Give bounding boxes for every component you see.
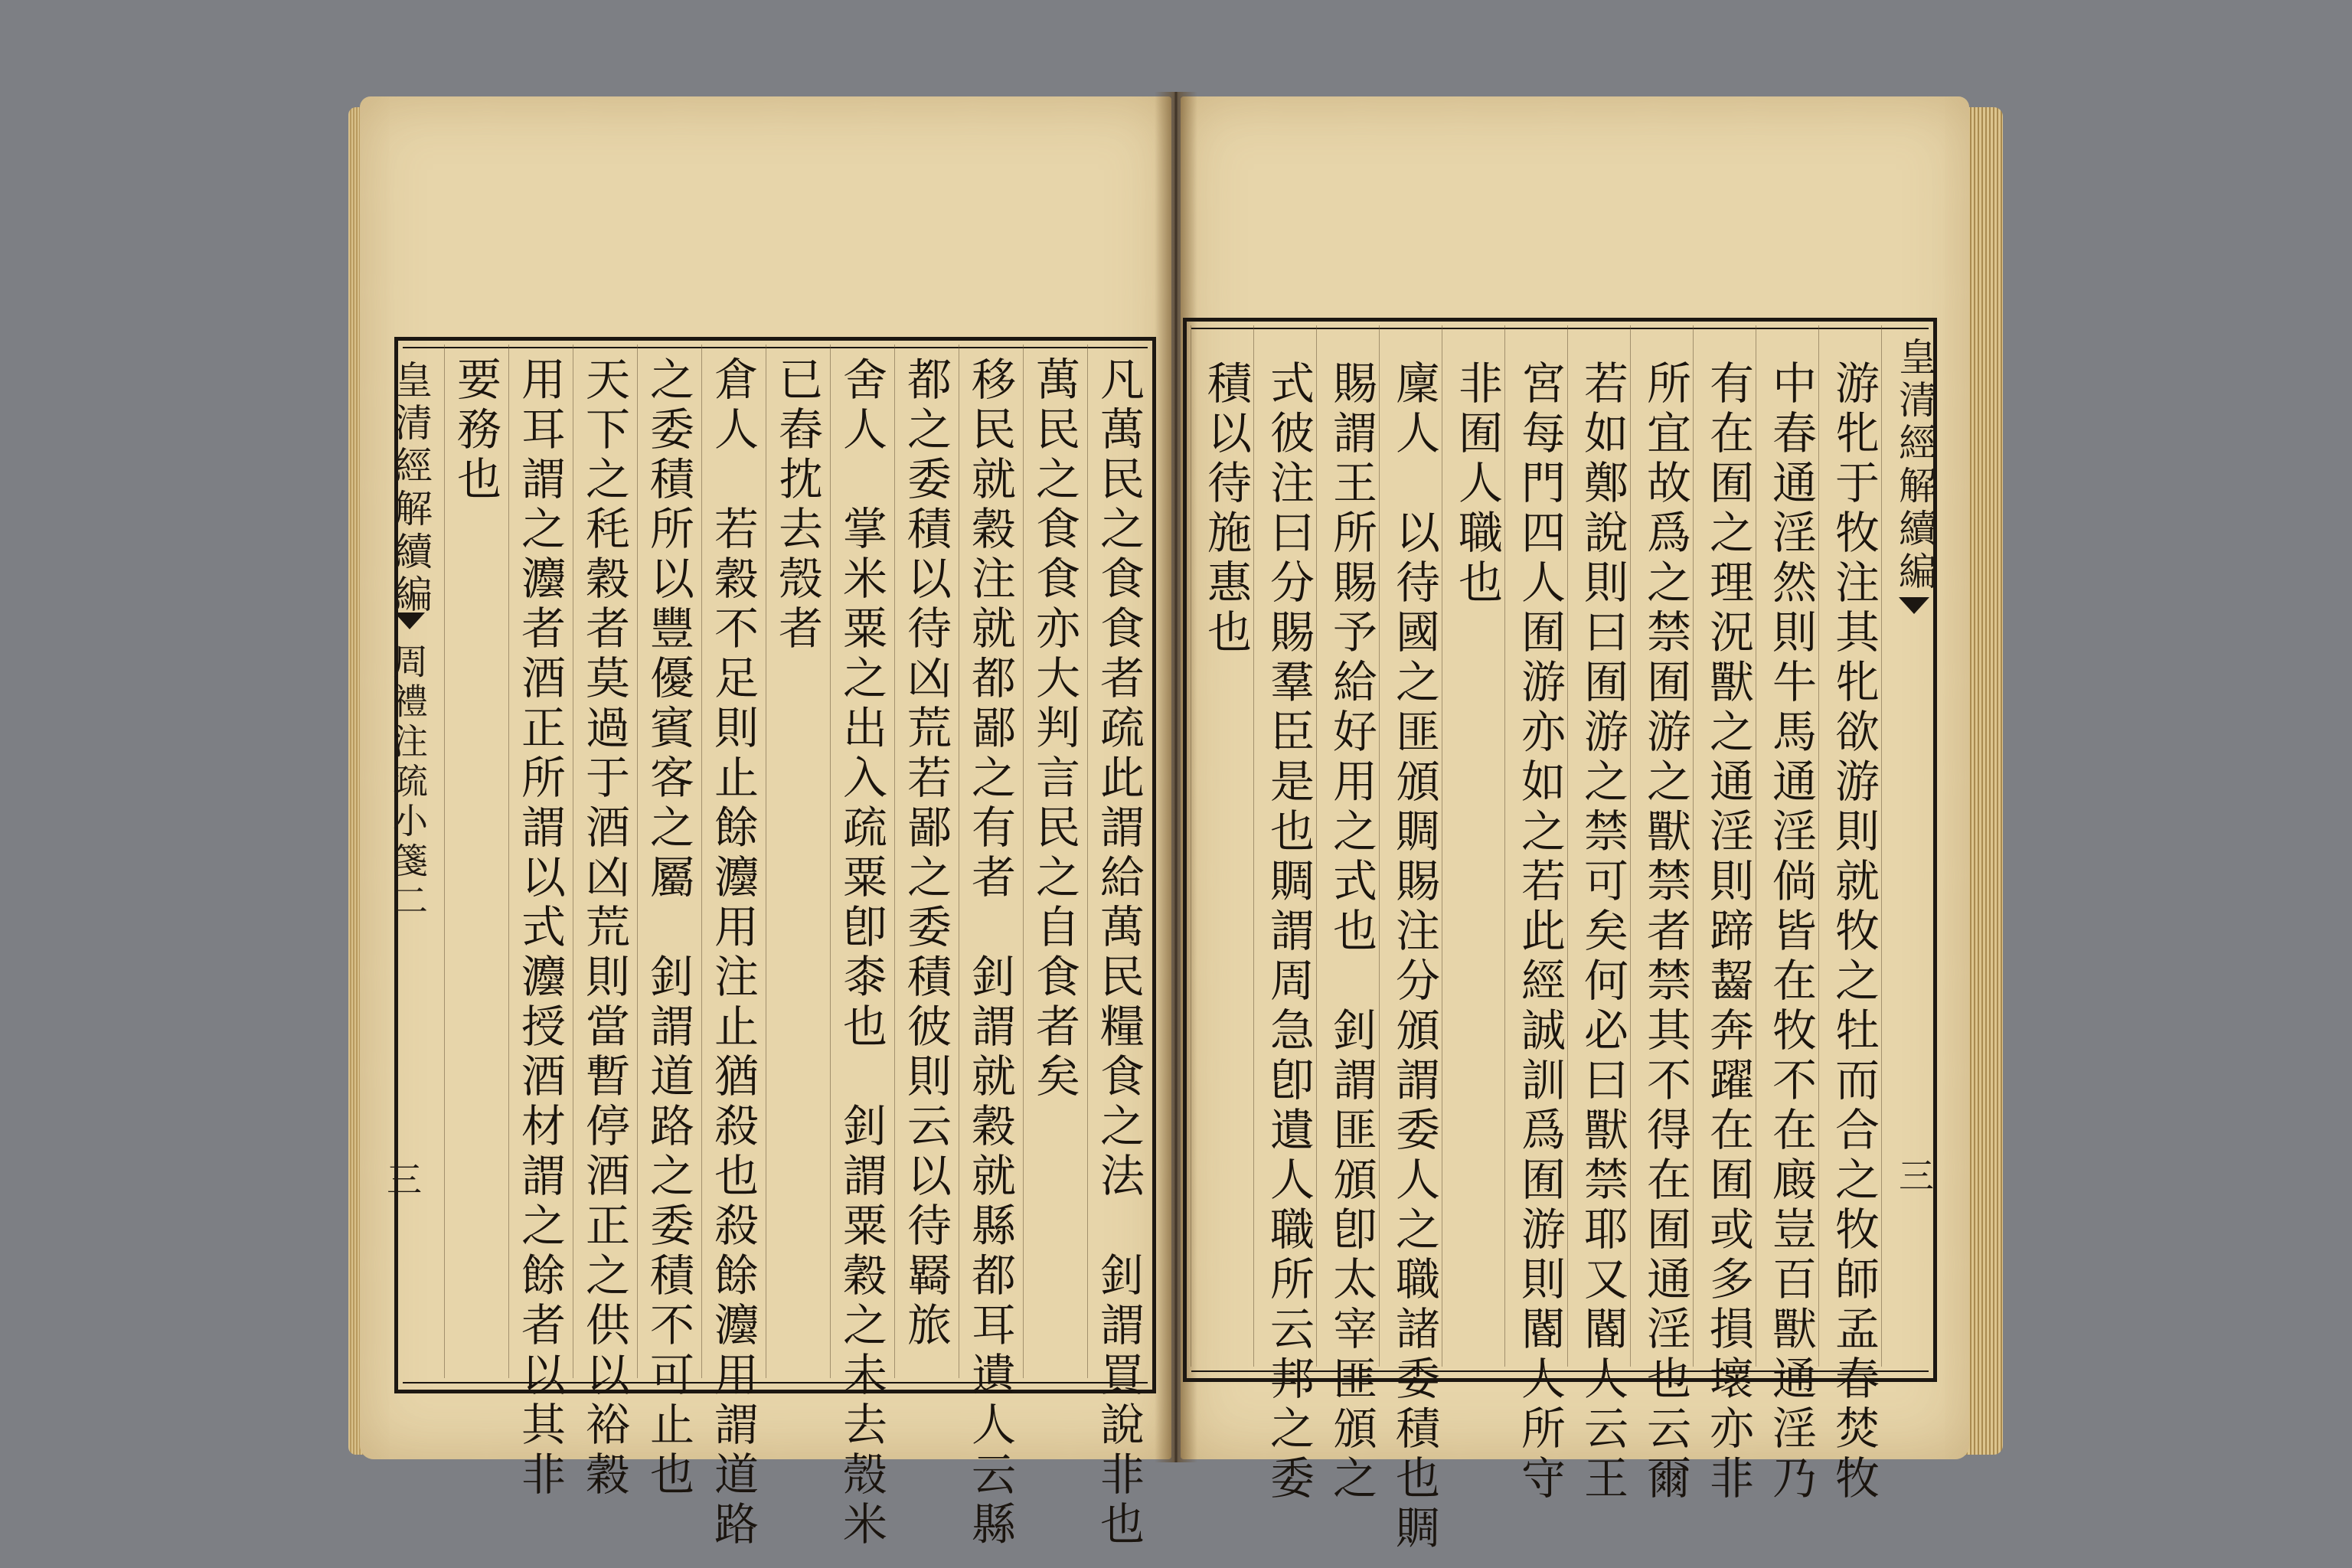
right-col-7: 非囿人職也 xyxy=(1451,360,1503,609)
left-col-4: 都之委積以待凶荒若鄙之委積彼則云以待羇旅 xyxy=(900,356,952,1351)
left-col-6: 已舂抌去殼者 xyxy=(771,356,823,655)
left-col-9: 天下之秏穀者莫過于酒凶荒則當暫停酒正之供以裕穀 xyxy=(578,356,630,1501)
left-col-10: 用耳謂之灋者酒正所謂以式灋授酒材謂之餘者以其非 xyxy=(514,356,566,1501)
left-banner-title: 皇清經解續編 xyxy=(388,360,433,617)
right-col-8: 廩人 以待國之匪頒賙賜注分頒謂委人之職諸委積也賙 xyxy=(1388,360,1440,1554)
left-col-7: 倉人 若穀不足則止餘灋用注止猶殺也殺餘灋用謂道路 xyxy=(707,356,759,1550)
left-folio-number: 三 xyxy=(387,1159,422,1200)
left-col-11: 要務也 xyxy=(449,356,501,505)
right-col-5: 若如鄭說則曰囿游之禁可矣何必曰獸禁耶又閽人云王 xyxy=(1576,360,1628,1504)
right-col-2: 中春通淫然則牛馬通淫倘皆在牧不在廄豈百獸通淫乃 xyxy=(1765,360,1817,1504)
left-col-8: 之委積所以豐優賓客之屬 釗謂道路之委積不可止也 xyxy=(642,356,694,1501)
right-folio-number: 三 xyxy=(1899,1155,1934,1197)
left-fishtail-mark xyxy=(394,612,425,629)
right-col-11: 積以待施惠也 xyxy=(1200,360,1252,658)
right-col-1: 游牝于牧注其牝欲游則就牧之牡而合之牧師孟春焚牧 xyxy=(1828,360,1880,1504)
right-col-4: 所宜故爲之禁囿游之獸禁者禁其不得在囿通淫也云爾 xyxy=(1639,360,1691,1504)
right-col-10: 式彼注曰分賜羣臣是也賙謂周急卽遺人職所云邦之委 xyxy=(1263,360,1315,1504)
right-col-9: 賜謂王所賜予給好用之式也 釗謂匪頒卽太宰匪頒之 xyxy=(1325,360,1377,1504)
left-col-3: 移民就穀注就都鄙之有者 釗謂就穀就縣都耳遺人云縣 xyxy=(964,356,1016,1550)
right-banner-title: 皇清經解續編 xyxy=(1893,337,1937,594)
left-banner-subtitle: 周禮注疏小箋二 xyxy=(387,643,429,922)
left-col-5: 舍人 掌米粟之出入疏粟卽桼也 釗謂粟穀之未去殼米 xyxy=(835,356,887,1550)
right-col-3: 有在囿之理況獸之通淫則蹄齧奔躍在囿或多損壞亦非 xyxy=(1702,360,1754,1504)
left-col-2: 萬民之食食亦大判言民之自食者矣 xyxy=(1028,356,1080,1102)
right-col-6: 宮每門四人囿游亦如之若此經誠訓爲囿游則閽人所守 xyxy=(1514,360,1566,1504)
right-fishtail-mark xyxy=(1899,597,1929,614)
left-col-1: 凡萬民之食食者疏此謂給萬民糧食之法 釗謂買說非也 xyxy=(1093,356,1145,1550)
